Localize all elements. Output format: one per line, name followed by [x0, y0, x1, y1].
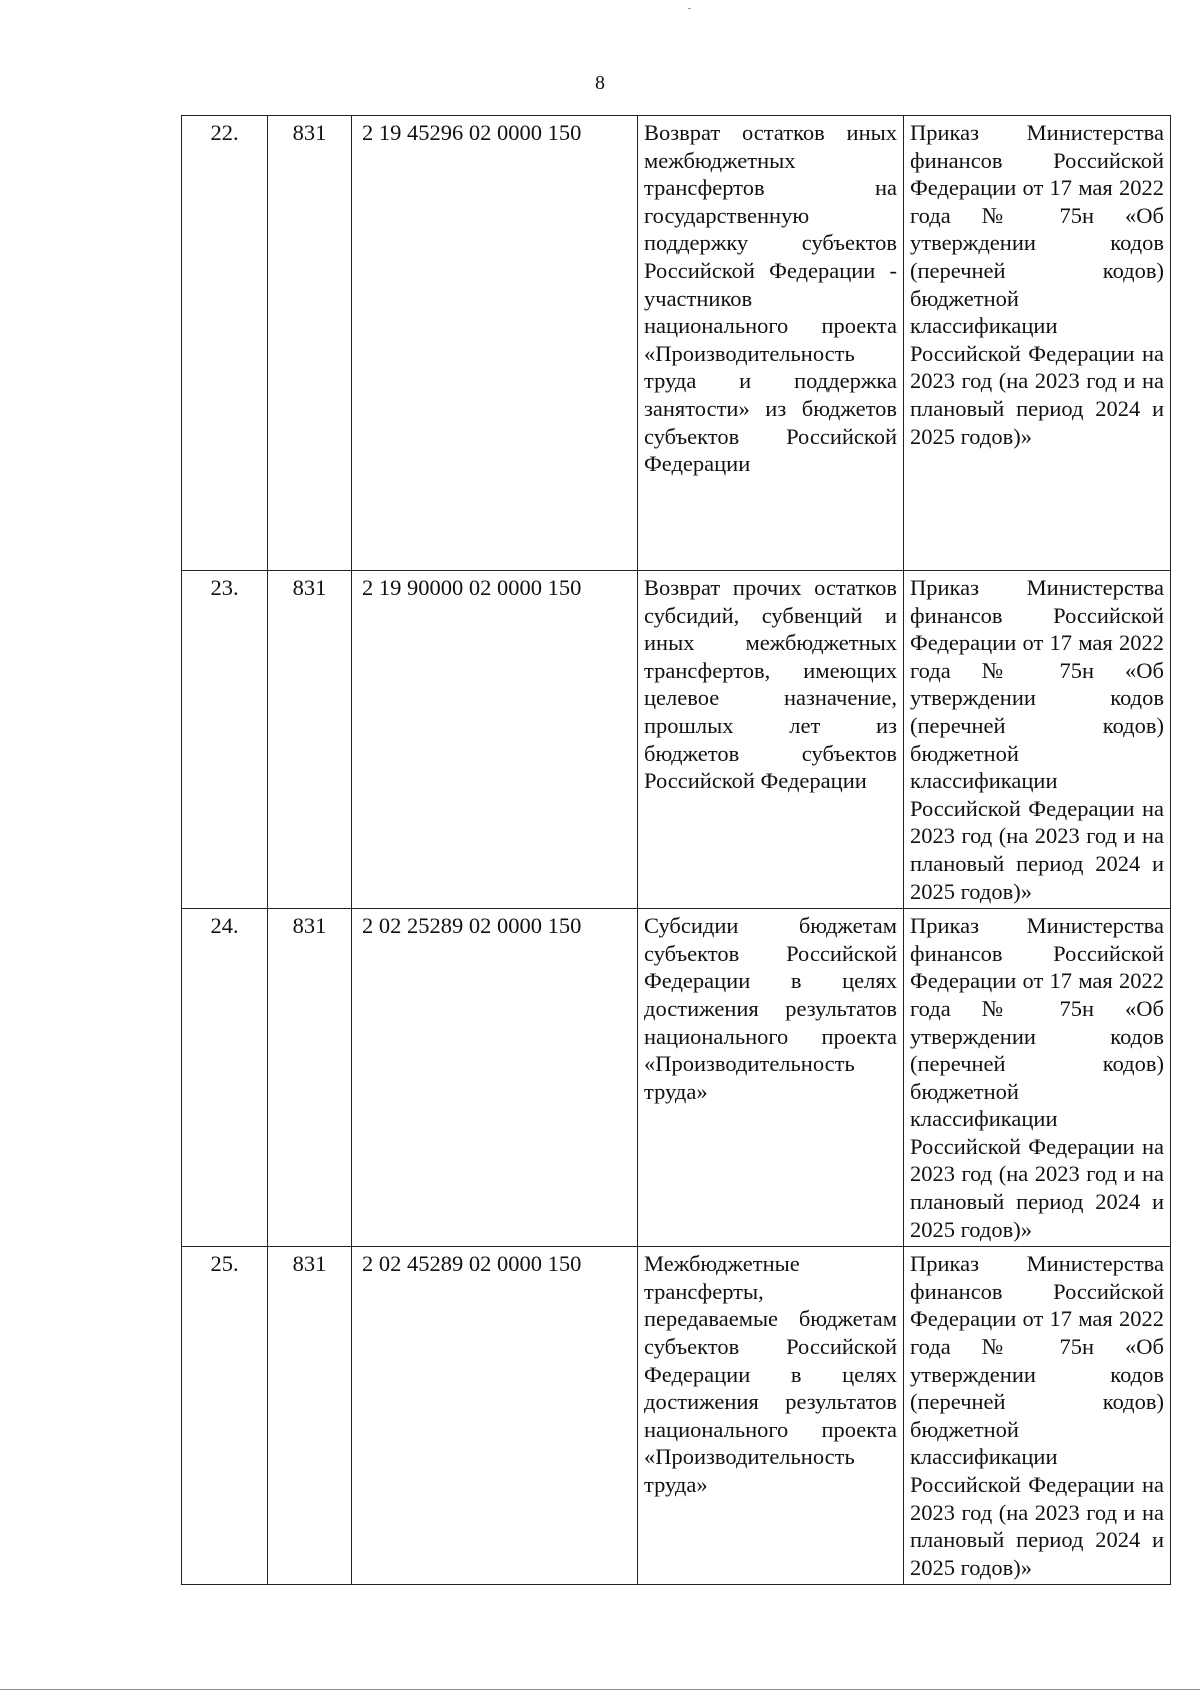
administrator-code-cell: 831: [268, 116, 352, 571]
revenue-name-cell: Субсидии бюджетам субъектов Российской Федерации в целях достижения результатов национального проекта «Производительность труда»: [638, 909, 904, 1247]
row-number-cell: 24.: [182, 909, 268, 1247]
table-row: [182, 1247, 1171, 1585]
page-number: 8: [595, 72, 605, 94]
table-row: [182, 571, 1171, 909]
scan-mark: [688, 8, 691, 9]
legal-basis-cell: Приказ Министерства финансов Российской Федерации от 17 мая 2022 года № 75н «Об утверждении кодов (перечней кодов) бюджетной классификации Российской Федерации на 2023 год (на 2023 год и на плановый период 2024 и 2025 годов)»: [904, 1247, 1171, 1585]
scan-bottom-edge: [0, 1689, 1200, 1690]
revenue-name-cell: Возврат прочих остатков субсидий, субвенций и иных межбюджетных трансфертов, имеющих целевое назначение, прошлых лет из бюджетов субъектов Российской Федерации: [638, 571, 904, 909]
administrator-code-cell: 831: [268, 1247, 352, 1585]
revenue-name-cell: Возврат остатков иных межбюджетных трансфертов на государственную поддержку субъектов Российской Федерации - участников национального проекта «Производительность труда и поддержка занятости» из бюджетов субъектов Российской Федерации: [638, 116, 904, 571]
table-row: [182, 909, 1171, 1247]
row-number-cell: 22.: [182, 116, 268, 571]
administrator-code-cell: 831: [268, 571, 352, 909]
legal-basis-cell: Приказ Министерства финансов Российской Федерации от 17 мая 2022 года № 75н «Об утверждении кодов (перечней кодов) бюджетной классификации Российской Федерации на 2023 год (на 2023 год и на плановый период 2024 и 2025 годов)»: [904, 571, 1171, 909]
row-number-cell: 23.: [182, 571, 268, 909]
budget-classification-code-cell: 2 19 90000 02 0000 150: [352, 571, 638, 909]
budget-classification-code-cell: 2 19 45296 02 0000 150: [352, 116, 638, 571]
table-row: [182, 116, 1171, 571]
revenue-name-cell: Межбюджетные трансферты, передаваемые бюджетам субъектов Российской Федерации в целях достижения результатов национального проекта «Производительность труда»: [638, 1247, 904, 1585]
budget-classification-code-cell: 2 02 25289 02 0000 150: [352, 909, 638, 1247]
legal-basis-cell: Приказ Министерства финансов Российской Федерации от 17 мая 2022 года № 75н «Об утверждении кодов (перечней кодов) бюджетной классификации Российской Федерации на 2023 год (на 2023 год и на плановый период 2024 и 2025 годов)»: [904, 909, 1171, 1247]
legal-basis-cell: Приказ Министерства финансов Российской Федерации от 17 мая 2022 года № 75н «Об утверждении кодов (перечней кодов) бюджетной классификации Российской Федерации на 2023 год (на 2023 год и на плановый период 2024 и 2025 годов)»: [904, 116, 1171, 571]
row-number-cell: 25.: [182, 1247, 268, 1585]
budget-code-table: [181, 115, 1171, 1585]
budget-classification-code-cell: 2 02 45289 02 0000 150: [352, 1247, 638, 1585]
administrator-code-cell: 831: [268, 909, 352, 1247]
